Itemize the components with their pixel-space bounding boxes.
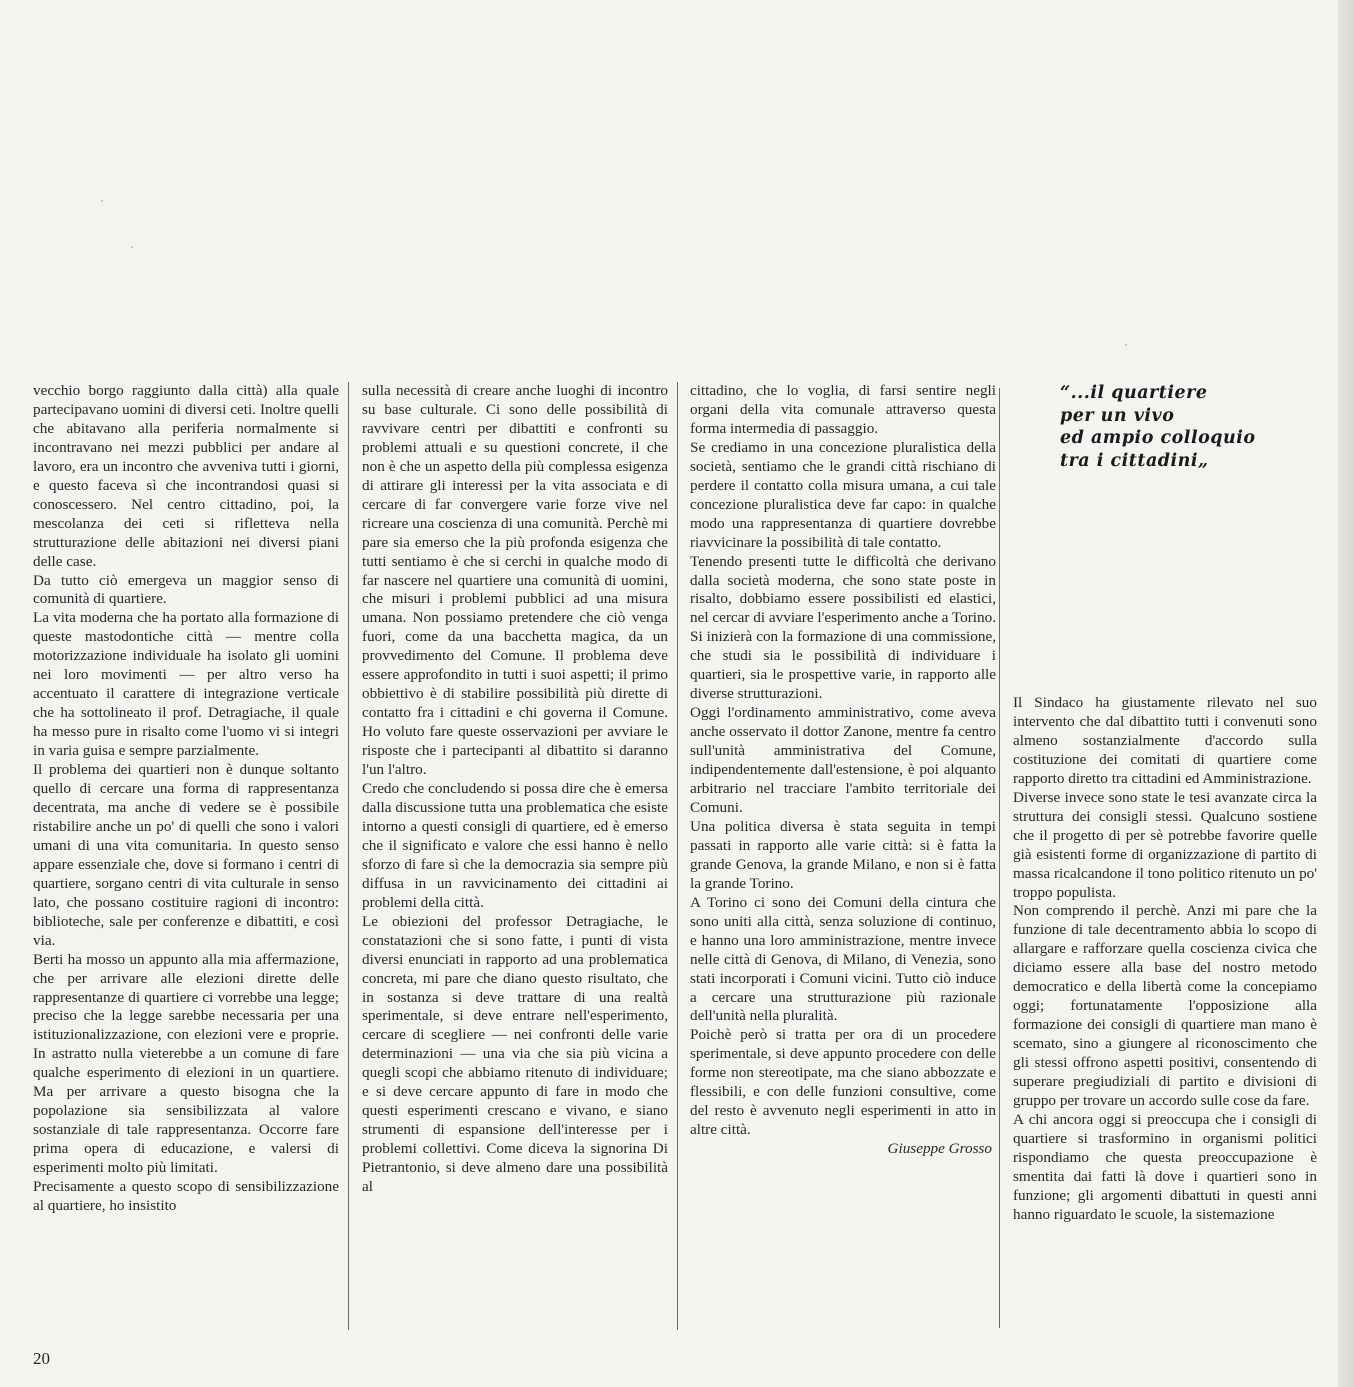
author-signature: Giuseppe Grosso [887, 1140, 992, 1158]
paper-speck [1125, 344, 1127, 346]
paragraph: Poichè però si tratta per ora di un procedere sperimentale, si deve appunto procedere con delle forme non stereotipate, ma che siano abbozzate e flessibili, e con delle funzioni consultive, come del resto è avvenuto negli esperimenti in atto in altre città. [690, 1026, 996, 1139]
paragraph: Le obiezioni del professor Detragiache, le constatazioni che si sono fatte, i punti di vista diversi enunciati in rapporto ad una problematica concreta, mi pare che diano questo risultato, che in sostanza si deve trattare di una realtà sperimentale, si deve entrare nell'esperimento, cercare di scegliere — nei confronti delle varie determinazioni — una via che sia più vicina a quegli scopi che abbiamo ritenuto di individuare; e si deve cercare appunto di fare in modo che questi esperimenti crescano e vivano, e siano strumenti di espansione dell'interesse per i problemi collettivi. Come diceva la signorina Di Pietrantonio, si deve almeno dare una possibilità al [362, 912, 668, 1196]
pull-quote-line: per un vivo [1060, 405, 1175, 426]
paragraph: cittadino, che lo voglia, di farsi sentire negli organi della vita comunale attraverso questa forma intermedia di passaggio. [690, 382, 996, 437]
paragraph: Precisamente a questo scopo di sensibilizzazione al quartiere, ho insistito [33, 1178, 339, 1214]
article-column-2 [362, 382, 668, 1197]
paragraph: La vita moderna che ha portato alla formazione di queste mastodontiche città — mentre colla motorizzazione individuale ha isolato gli uomini nei loro movimenti — per altro verso ha accentuato il carattere di integrazione verticale che ha sottolineato il prof. Detragiache, il quale ha messo pure in risalto come l'uomo vi si integri in varia guisa e sempre parzialmente. [33, 609, 339, 760]
pull-quote-line: ed ampio colloquio [1060, 428, 1256, 448]
paragraph: Il Sindaco ha giustamente rilevato nel suo intervento che dal dibattito tutti i convenuti sono almeno sostanzialmente d'accordo sulla costituzione dei comitati di quartiere come rapporto diretto tra cittadini ed Amministrazione. [1013, 694, 1317, 787]
paragraph: Credo che concludendo si possa dire che è emersa dalla discussione tutta una problematica che esiste intorno a questi consigli di quartiere, ed è emerso che il significato e valore che essi hanno è nello sforzo di fare sì che la democrazia sia sempre più diffusa in un ravvicinamento dei cittadini ai problemi della città. [362, 780, 668, 911]
paragraph: vecchio borgo raggiunto dalla città) alla quale partecipavano uomini di diversi ceti. Inoltre quelli che abitavano alla periferia normalmente si incontravano nei mezzi pubblici per andare al lavoro, era un incontro che avveniva tutti i giorni, e questo faceva sì che incontrandosi quasi si conoscessero. Nel centro cittadino, poi, la mescolanza dei ceti si rifletteva nella strutturazione delle abitazioni nei diversi piani delle case. [33, 382, 339, 570]
paragraph: Oggi l'ordinamento amministrativo, come aveva anche osservato il dottor Zanone, mentre fa centro sull'unità amministrativa del Comune, indipendentemente dall'estensione, è poi alquanto arbitrario nel tracciare l'ambito territoriale dei Comuni. [690, 704, 996, 816]
paragraph: Una politica diversa è stata seguita in tempi passati in rapporto alle varie città: si è fatta la grande Genova, la grande Milano, e non si è fatta la grande Torino. [690, 817, 996, 892]
paragraph: A chi ancora oggi si preoccupa che i consigli di quartiere si trasformino in organismi politici rispondiamo che questa preoccupazione è smentita dai fatti là dove i quartieri sono in funzione; gli argomenti dibattuti in questi anni hanno riguardato le scuole, la sistemazione [1013, 1110, 1317, 1223]
paragraph: A Torino ci sono dei Comuni della cintura che sono uniti alla città, senza soluzione di continuo, e hanno una loro amministrazione, mentre invece nelle città di Genova, di Milano, di Venezia, sono stati incorporati i Comuni vicini. Tutto ciò induce a cercare una strutturazione più razionale dell'unità nella pluralità. [690, 893, 996, 1025]
pull-quote-line: tra i cittadini„ [1060, 450, 1209, 471]
column-divider [348, 382, 349, 1330]
paragraph: Non comprendo il perchè. Anzi mi pare che la funzione di tale decentramento abbia lo scopo di allargare e rafforzare quella coscienza civica che diciamo essere alla base del nostro metodo democratico e della libertà come la concepiamo oggi; fortunatamente l'opposizione alla formazione dei consigli di quartiere man mano è scemato, sino a giungere al riconoscimento che gli stessi offrono aspetti positivi, consentendo di superare pregiudiziali di partito e divisioni di gruppo per trovare un accordo sulle cose da fare. [1013, 902, 1317, 1110]
pull-quote-line: “...il quartiere [1060, 383, 1208, 403]
article-column-3 [690, 382, 996, 1159]
paper-speck [101, 200, 103, 202]
paragraph: Se crediamo in una concezione pluralistica della società, sentiamo che le grandi città rischiano di perdere il contatto colla misura umana, a cui tale concezione pluralistica deve far capo: in qualche modo una rappresentanza di quartiere dovrebbe riavvicinare la possibilità di tale contatto. [690, 438, 996, 551]
paragraph: Diverse invece sono state le tesi avanzate circa la struttura dei consigli stessi. Qualcuno sostiene che il progetto di per sè potrebbe favorire quelle già esistenti forme di organizzazione di partito di massa ricalcandone il tono politico ritenuto un po' troppo populista. [1013, 788, 1317, 901]
paragraph: Il problema dei quartieri non è dunque soltanto quello di cercare una forma di rappresentanza decentrata, ma anche di vedere se è possibile ristabilire anche un po' di quelli che sono i valori umani di una vita comunitaria. In questo senso appare essenziale che, dove si formano i centri di quartiere, sorgano centri di vita culturale in senso lato, che possano costituire ragioni di incontro: biblioteche, sale per conferenze e dibattiti, e così via. [33, 761, 339, 949]
paragraph: Berti ha mosso un appunto alla mia affermazione, che per arrivare alle elezioni dirette delle rappresentanze di quartiere ci vorrebbe una legge; preciso che la legge sarebbe necessaria per una istituzionalizzazione, con elezioni vere e proprie. In astratto nulla vieterebbe a un comune di fare qualche esperimento di elezioni in un quartiere. Ma per arrivare a questo bisogna che la popolazione sia sensibilizzata al valore sostanziale di tale rappresentanza. Occorre fare prima opera di educazione, e valersi di esperimenti molto più limitati. [33, 950, 339, 1177]
article-column-4 [1013, 694, 1317, 1225]
column-divider [999, 388, 1000, 1328]
paper-speck [131, 246, 133, 248]
column-divider [677, 382, 678, 1330]
page-number: 20 [33, 1349, 50, 1368]
pull-quote [1060, 382, 1300, 472]
paragraph: Da tutto ciò emergeva un maggior senso di comunità di quartiere. [33, 571, 339, 608]
paragraph: Tenendo presenti tutte le difficoltà che derivano dalla società moderna, che sono state poste in risalto, dobbiamo essere possibilisti ed elastici, nel cercar di avviare l'esperimento anche a Torino. Si inizierà con la formazione di una commissione, che studi sia le possibilità di individuare i quartieri, sia le prospettive varie, in rapporto alle diverse strutturazioni. [690, 552, 996, 703]
article-column-1 [33, 382, 339, 1216]
page-edge [1338, 0, 1354, 1387]
paragraph: sulla necessità di creare anche luoghi di incontro su base culturale. Ci sono delle possibilità di ravvivare centri per dibattiti e confronti su problemi attuali e su questioni concrete, il che non è che un aspetto della più complessa esigenza di attirare gli interessi per la vita associata e di cercare di far convergere varie forze vive nel ricreare una coscienza di una comunità. Perchè mi pare sia emerso che la più profonda esigenza che tutti sentiamo è che si cerchi in qualche modo di far nascere nel quartiere una comunità di uomini, che misuri i problemi pubblici ad una misura umana. Non possiamo pretendere che ciò venga fuori, come da una bacchetta magica, da un provvedimento del Comune. Il problema deve essere approfondito in tutti i suoi aspetti; il primo obbiettivo è di stabilire possibilità più dirette di contatto fra i cittadini e chi governa il Comune. Ho voluto fare queste osservazioni per avviare le risposte che i partecipanti al dibattito si daranno l'un l'altro. [362, 382, 668, 779]
